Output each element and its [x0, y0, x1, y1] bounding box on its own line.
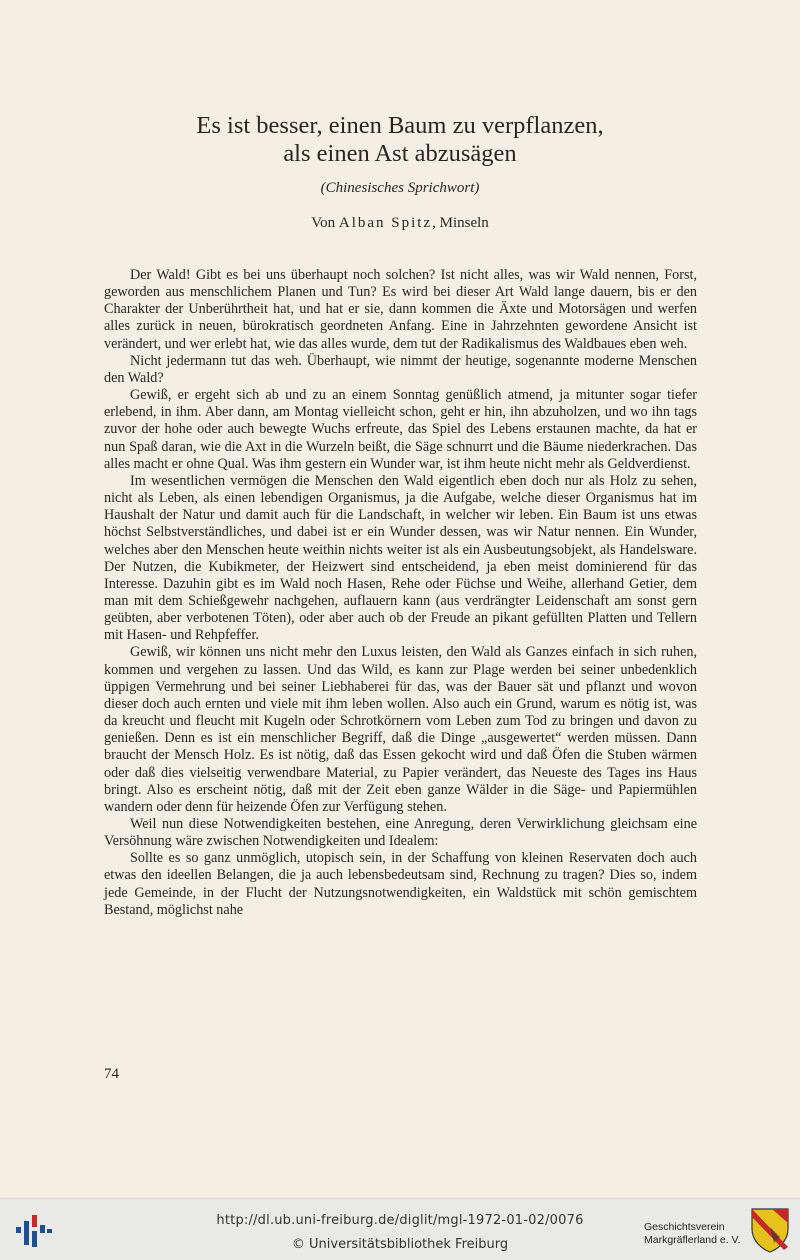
title-line-2: als einen Ast abzusägen [283, 140, 517, 167]
society-line-1: Geschichtsverein [644, 1221, 725, 1233]
paragraph: Weil nun diese Notwendigkeiten bestehen, eine Anregung, deren Verwirklichung gleichsam eine Versöhnung wäre zwischen Notwendigkeiten und Idealem: [104, 816, 697, 850]
document-url[interactable]: http://dl.ub.uni-freiburg.de/diglit/mgl-1972-01-02/0076 [216, 1213, 584, 1228]
title-line-1: Es ist besser, einen Baum zu verpflanzen, [196, 112, 604, 139]
page-number: 74 [104, 1066, 119, 1082]
paragraph: Sollte es so ganz unmöglich, utopisch sein, in der Schaffung von kleinen Reservaten doch auch etwas den ideellen Belangen, die ja auch lebensbedeutsam sind, Rechnung zu tragen? Dies so, indem jede Gemeinde, in der Flucht der Nutzungsnotwendigkeiten, ein Waldstück mit schön gemischtem Bestand, möglichst nahe [104, 850, 697, 918]
article-body [104, 267, 697, 919]
society-name [644, 1221, 741, 1247]
byline-place: , Minseln [432, 215, 489, 231]
byline [0, 215, 800, 232]
footer-bar [0, 1198, 800, 1260]
article-title [0, 112, 800, 168]
paragraph: Im wesentlichen vermögen die Menschen den Wald eigentlich eben doch nur als Holz zu sehen, nicht als Leben, als einen lebendigen Organismus, ja die Aufgabe, welche dieser Organismus hat im Haushalt der Natur und damit auch für die Landschaft, in welcher wir leben. Ein Baum ist uns etwas höchst Selbstverständliches, und dabei ist er ein Wunder dessen, was wir Natur nennen. Ein Wunder, welches aber den Menschen heute weithin nichts weiter ist als ein Ausbeutungsobjekt, als Handelsware. Der Nutzen, die Kubikmeter, der Heizwert sind entscheidend, ja eben meist dominierend für das Interesse. Dazuhin gibt es im Wald noch Hasen, Rehe oder Füchse und Weihe, allerhand Getier, dem man mit dem Schießgewehr nachgehen, auflauern kann (aus verdrängter Leidenschaft am sonst gern geübten, aber verbotenen Töten), oder aber auch ob der Freude an pikant gefüllten Platten und Tellern mit Hasen- und Rehpfeffer. [104, 472, 697, 644]
paragraph: Gewiß, er ergeht sich ab und zu an einem Sonntag genüßlich atmend, ja mitunter sogar tiefer erlebend, in ihm. Aber dann, am Montag vielleicht schon, geht er hin, ihn abzuholzen, und wo ihn tags zuvor der hohe oder auch bewegte Wuchs erfreute, das Spiel des Lebens erstaunen machte, da hat er nun Spaß daran, wie die Axt in die Wurzeln beißt, die Säge schnurrt und die Bäume niederkrachen. Das alles macht er ohne Qual. Was ihm gestern ein Wunder war, ist ihm heute nicht mehr als Geldverdienst. [104, 387, 697, 472]
subtitle: (Chinesisches Sprichwort) [320, 180, 480, 196]
byline-prefix: Von [311, 215, 336, 231]
byline-author: Alban Spitz [338, 215, 433, 231]
library-logo-icon[interactable] [14, 1211, 54, 1251]
paragraph: Nicht jedermann tut das weh. Überhaupt, wie nimmt der heutige, sogenannte moderne Menschen den Wald? [104, 352, 697, 386]
paragraph: Gewiß, wir können uns nicht mehr den Luxus leisten, den Wald als Ganzes einfach in sich ruhen, kommen und vergehen zu lassen. Und das Wild, es kann zur Plage werden bei seiner unbedenklich üppigen Vermehrung und bei seiner Liebhaberei für das, was der Bauer sät und pflanzt und wovon dieser doch auch ernten und viele mit ihm leben wollen. Also auch ein Grund, warum es nötig ist, was da kreucht und fleucht mit Kugeln oder Schrotkörnern vom Leben zum Tod zu bringen und davon zu genießen. Denn es ist ein menschlicher Begriff, daß die Dinge „ausgewertet“ werden müssen. Dann braucht der Mensch Holz. Es ist nötig, daß das Essen gekocht wird und daß Öfen die Stuben wärmen oder daß dies vielseitig verwendbare Material, zu Papier verändert, das Neueste des Tages ins Haus bringt. Also es erscheint nötig, daß mit der Zeit eben ganze Wälder in die Säge- und Papiermühlen wandern oder denn für heizende Öfen zur Verfügung stehen. [104, 644, 697, 815]
paragraph: Der Wald! Gibt es bei uns überhaupt noch solchen? Ist nicht alles, was wir Wald nennen, Forst, geworden aus menschlichem Planen und Tun? Es wird bei dieser Art Wald lange dauern, bis er den Charakter der Unberührtheit hat, und hat er sie, dann kommen die Äxte und Motorsägen und werfen alles zurück in neuen, bürokratisch geordneten Anfang. Eine in Jahrzehnten gewordene Ansicht ist verändert, und wer erlebt hat, wie das alles wurde, dem tut der Radikalismus des Waldbaues eben weh. [104, 267, 697, 352]
copyright-notice: © Universitätsbibliothek Freiburg [291, 1237, 509, 1252]
society-line-2: Markgräflerland e. V. [644, 1234, 741, 1246]
coat-of-arms-icon [750, 1207, 790, 1253]
